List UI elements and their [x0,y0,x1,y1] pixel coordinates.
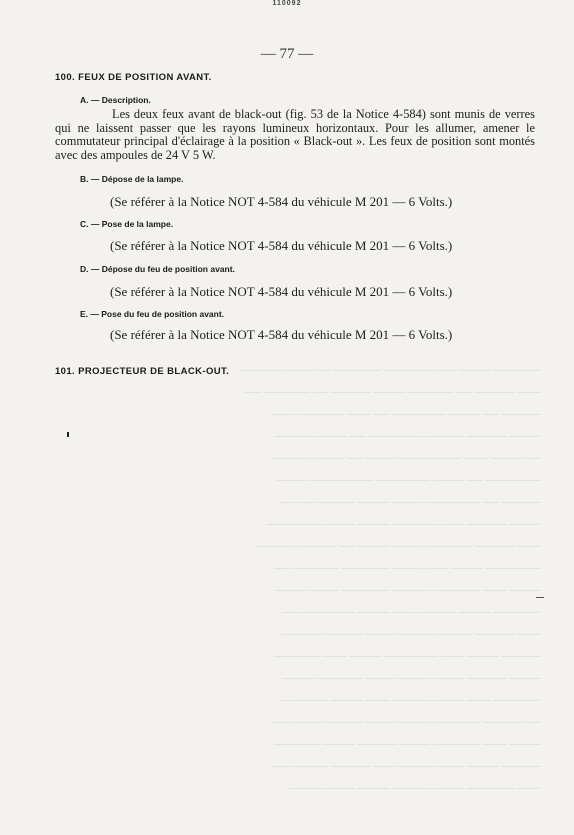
description-paragraph: Les deux feux avant de black-out (fig. 53 de la Notice 4-584) sont munis de verres qui ne laissent passer que les rayons lumineux horizontaux. Pour les allumer, amener le commutateur principal d'éclairage à la position « Black-out ». Les feux de position sont montés avec des ampoules de 24 V 5 W. [55,107,535,162]
subsection-title-description: A. — Description. [80,95,151,105]
subsection-title-pose-feu: E. — Pose du feu de position avant. [80,309,225,319]
reference-pose-lampe: (Se référer à la Notice NOT 4-584 du véhicule M 201 — 6 Volts.) [110,238,453,253]
subsection-title-depose-lampe: B. — Dépose de la lampe. [80,174,184,184]
margin-dash [536,597,544,598]
document-code: 110092 [272,0,302,7]
reference-depose-lampe: (Se référer à la Notice NOT 4-584 du véhicule M 201 — 6 Volts.) [110,194,453,209]
reference-pose-feu: (Se référer à la Notice NOT 4-584 du véhicule M 201 — 6 Volts.) [110,327,453,342]
margin-mark [67,432,69,437]
show-through-text: ────── ──── ── ─────── ────── ── ──── ───── ─── ───── ── ────── ──── ───── ── ────── ── ───── ── ──── ─────── ── ─── ────── ─── ──── ───── ───── ─────── ── ──── ───── ── ──── ─── ──────── ──── ── ──── ───── ─────── ── ──── ─────── ──────── ──── ───── ── ─────── ──── ──── ───── ── ── ──── ───── ─── ────── ──── ──── ─────── ─── ───── ────── ──── ──── ── ───── ───── ─────── ──── ─── ──── ────── ────── ── ──── ─── ────── ───── ────── ──── ──── ────── ──── ───── ─── ──── ─────── ── ─── ───── ──── ───── ──── ───── ───── ───── ──── ─── ─────── ──── ─── ────── ──── ───── ──── ──── ──── ────── ──── ────── ─── ──── ───── ─── ──── ───── ─ ── ───── ────── ──── ──── ───── ──── ── ──── ─── ────── ──── ───── ──── ────── ───── ──── ─── ───── ─── ───── ───── ── ─── ────── ──── ───── ──── ──── ──── [240,365,540,795]
reference-depose-feu: (Se référer à la Notice NOT 4-584 du véhicule M 201 — 6 Volts.) [110,284,453,299]
subsection-title-depose-feu: D. — Dépose du feu de position avant. [80,264,235,274]
section-heading-feux-de-position: 100. FEUX DE POSITION AVANT. [55,72,212,83]
page-number: — 77 — [260,46,314,62]
subsection-title-pose-lampe: C. — Pose de la lampe. [80,219,174,229]
section-heading-projecteur: 101. PROJECTEUR DE BLACK-OUT. [55,366,230,377]
